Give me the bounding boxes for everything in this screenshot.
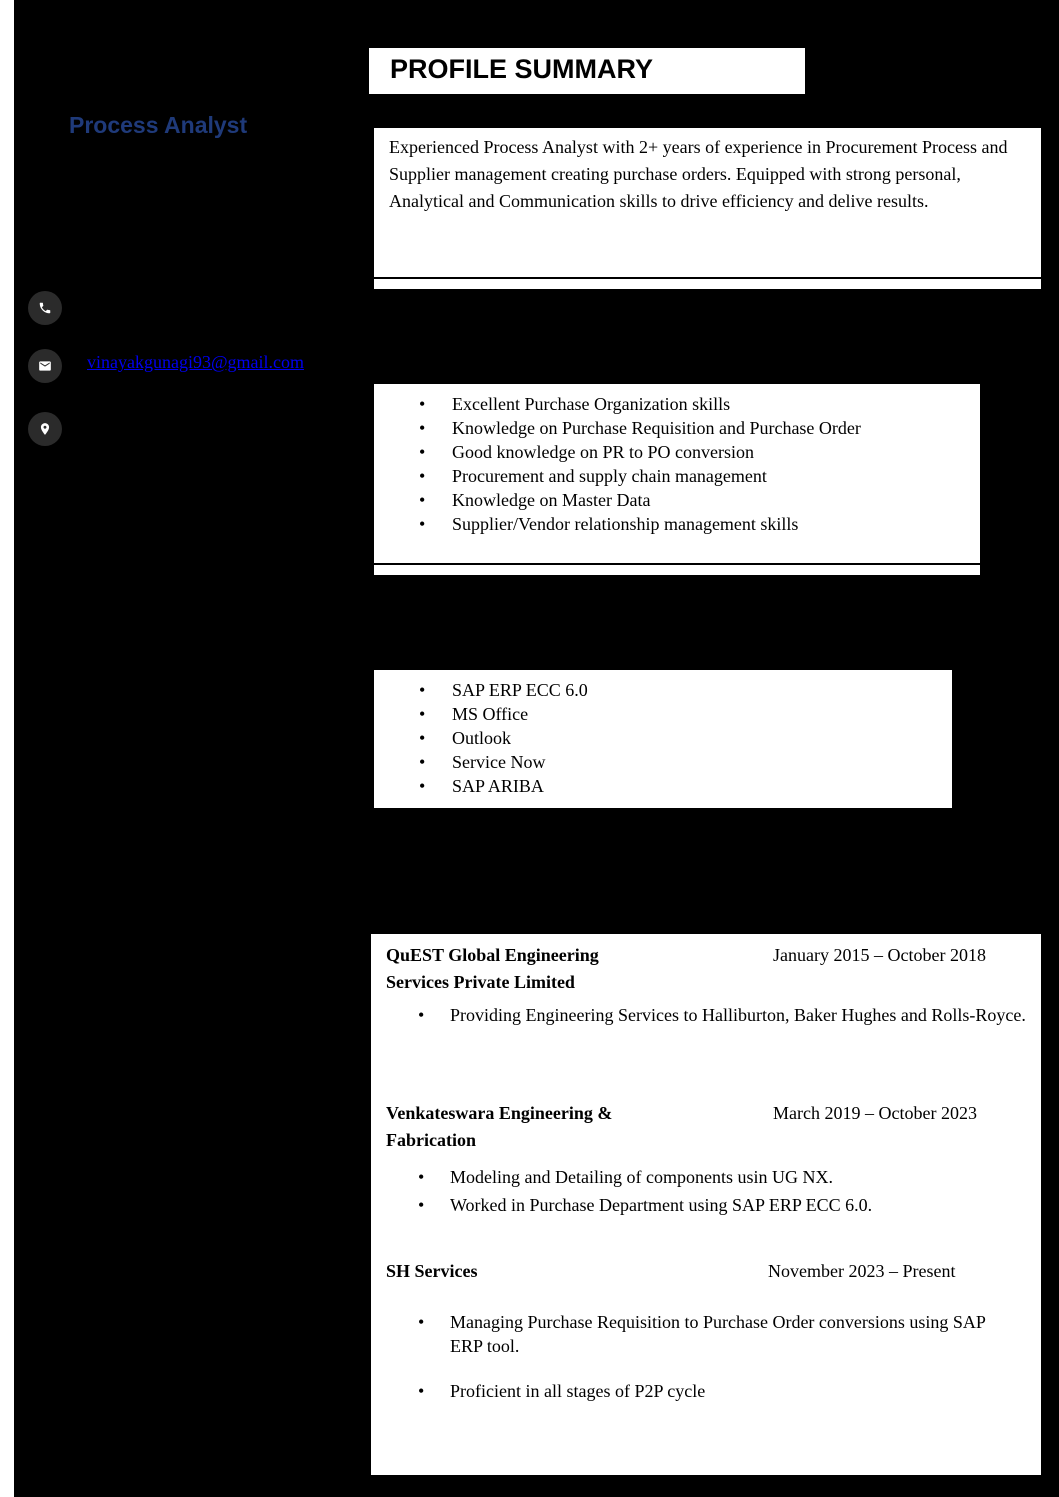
job-bullets [386,1310,1006,1403]
profile-summary-heading: PROFILE SUMMARY [390,54,653,84]
list-item: • Knowledge on Purchase Requisition and Purchase Order [374,416,861,440]
list-item: • SAP ARIBA [374,774,588,798]
list-item: • Managing Purchase Requisition to Purchase Order conversions using SAP ERP tool. [386,1310,1006,1358]
company-name-line2: Services Private Limited [386,972,575,992]
job-role-title: Process Analyst [69,112,248,138]
summary-text: Experienced Process Analyst with 2+ years of experience in Procurement Process and Supplier management creating purchase orders. Equipped with strong personal, Analytical and Communication skills to drive efficiency and delive results. [389,137,1008,211]
envelope-icon [28,349,62,383]
job-bullets [386,1002,1026,1029]
list-item: • Knowledge on Master Data [374,488,861,512]
job-dates: November 2023 – Present [768,1261,956,1281]
list-item: • Modeling and Detailing of components usin UG NX. [386,1164,1026,1191]
summary-box [374,128,1041,289]
company-name: Venkateswara Engineering & [386,1103,613,1123]
profile-summary-heading-box [369,48,805,94]
company-name: QuEST Global Engineering [386,945,599,965]
list-item: • SAP ERP ECC 6.0 [374,678,588,702]
job-dates: March 2019 – October 2023 [773,1103,977,1123]
list-item: • Good knowledge on PR to PO conversion [374,440,861,464]
summary-divider [374,277,1041,279]
company-name: SH Services [386,1261,478,1281]
list-item: • Supplier/Vendor relationship management skills [374,512,861,536]
list-item: • Proficient in all stages of P2P cycle [386,1379,1006,1403]
list-item: • Providing Engineering Services to Halliburton, Baker Hughes and Rolls-Royce. [386,1002,1026,1029]
job-bullets [386,1164,1026,1219]
company-name-line2: Fabrication [386,1130,476,1150]
list-item: • Worked in Purchase Department using SAP ERP ECC 6.0. [386,1192,1026,1219]
list-item: • MS Office [374,702,588,726]
job-dates: January 2015 – October 2018 [773,945,986,965]
skills-box [374,384,980,575]
skills-divider [374,563,980,565]
list-item: • Outlook [374,726,588,750]
tools-list [374,678,588,798]
tools-box [374,670,952,808]
email-link[interactable]: vinayakgunagi93@gmail.com [87,352,305,372]
list-item: • Service Now [374,750,588,774]
list-item: • Excellent Purchase Organization skills [374,392,861,416]
location-pin-icon [28,412,62,446]
experience-box [371,934,1041,1475]
skills-list [374,392,861,536]
list-item: • Procurement and supply chain management [374,464,861,488]
phone-icon [28,291,62,325]
